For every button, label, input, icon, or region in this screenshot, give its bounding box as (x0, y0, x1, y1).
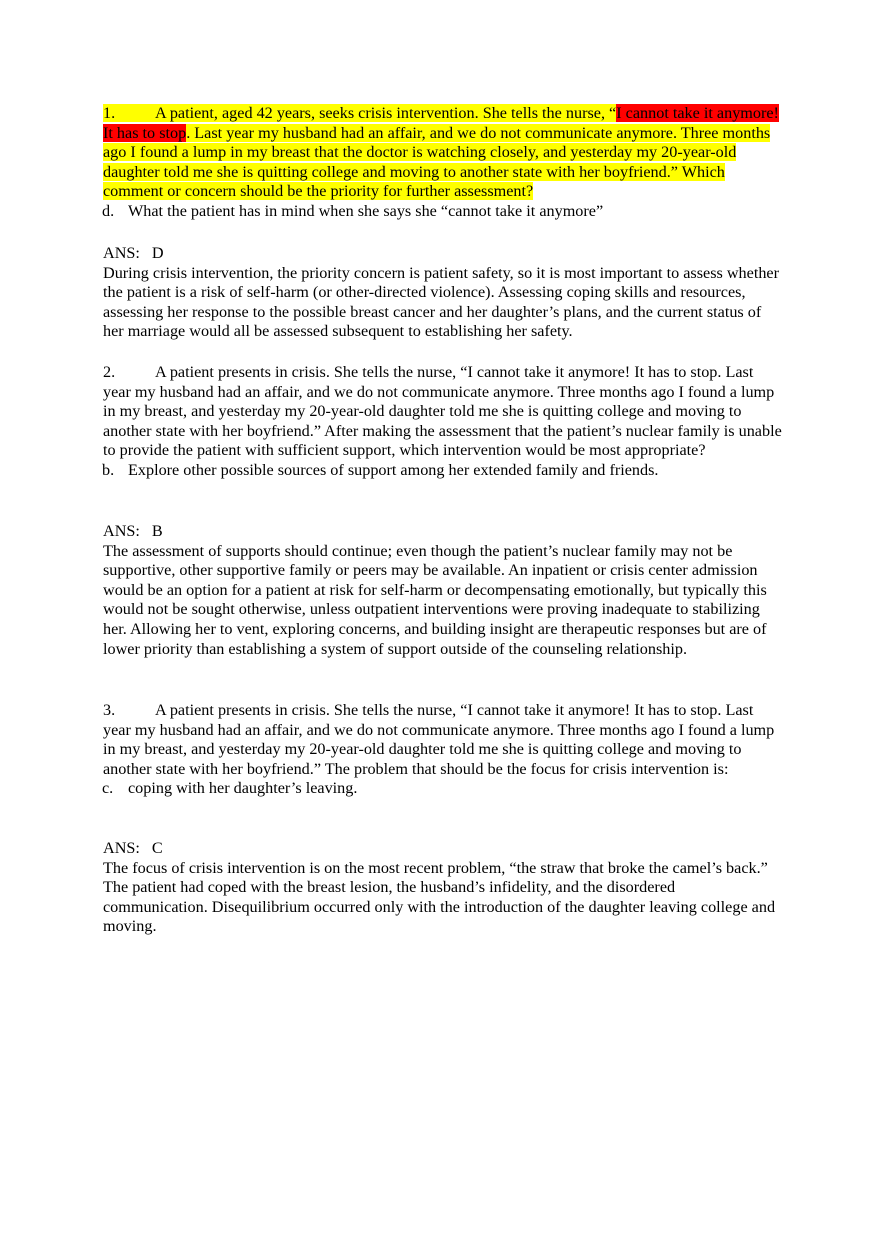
question-stem: 3. A patient presents in crisis. She tells the nurse, “I cannot take it anymore! It has to stop. Last year my husband had an affair, and we do not communicate anymore. Three months ago I found a lump in my breast, and yesterday my 20-year-old daughter told me she is quitting college and moving to another state with her boyfriend.” The problem that should be the focus for crisis intervention is: (103, 701, 775, 778)
answer-key: ANS: C (103, 839, 163, 857)
question-number: 1. (103, 104, 116, 122)
question-number: 2. (103, 363, 116, 381)
answer-choice: d. What the patient has in mind when she says she “cannot take it anymore” (102, 201, 604, 220)
answer-key: ANS: B (103, 522, 163, 540)
question-stem: 2. A patient presents in crisis. She tells the nurse, “I cannot take it anymore! It has to stop. Last year my husband had an affair, and we do not communicate anymore. Three months ago I found a lump in my breast, and yesterday my 20-year-old daughter told me she is quitting college and moving to another state with her boyfriend.” After making the assessment that the patient’s nuclear family is unable to provide the patient with sufficient support, which intervention would be most appropriate? (103, 363, 782, 460)
question-stem: 1. A patient, aged 42 years, seeks crisis intervention. She tells the nurse, “I cannot take it anymore! It has to stop. Last year my husband had an affair, and we do not communicate anymore. Three months ago I found a lump in my breast that the doctor is watching closely, and yesterday my 20-year-old daughter told me she is quitting college and moving to another state with her boyfriend.” Which comment or concern should be the priority for further assessment? (103, 104, 779, 201)
rationale: The focus of crisis intervention is on the most recent problem, “the straw that broke the camel’s back.” The patient had coped with the breast lesion, the husband’s infidelity, and the disordered communication. Disequilibrium occurred only with the introduction of the daughter leaving college and moving. (103, 858, 776, 936)
question-1 (103, 104, 783, 222)
red-highlight: I cannot take it anymore! It has to stop (103, 104, 779, 142)
answer-choice: c. coping with her daughter’s leaving. (102, 779, 358, 798)
answer-3 (103, 839, 783, 937)
rationale: The assessment of supports should continue; even though the patient’s nuclear family may not be supportive, other supportive family or peers may be available. An inpatient or crisis center admission would be an option for a patient at risk for self-harm or decompensating emotionally, but typically this would not be sought otherwise, unless outpatient interventions were proving inadequate to stabilizing her. Allowing her to vent, exploring concerns, and building insight are therapeutic responses but are of lower priority than establishing a system of support outside of the counseling relationship. (103, 541, 767, 658)
answer-key: ANS: D (103, 244, 164, 262)
rationale: During crisis intervention, the priority concern is patient safety, so it is most important to assess whether the patient is a risk of self-harm (or other-directed violence). Assessing coping skills and resources, assessing her response to the possible breast cancer and her daughter’s plans, and the current status of her marriage would all be assessed subsequent to establishing her safety. (103, 263, 779, 341)
answer-1 (103, 244, 783, 342)
answer-2 (103, 522, 783, 659)
question-number: 3. (103, 701, 116, 719)
question-2 (103, 363, 783, 481)
question-3 (103, 701, 783, 799)
answer-choice: b. Explore other possible sources of support among her extended family and friends. (102, 460, 659, 479)
